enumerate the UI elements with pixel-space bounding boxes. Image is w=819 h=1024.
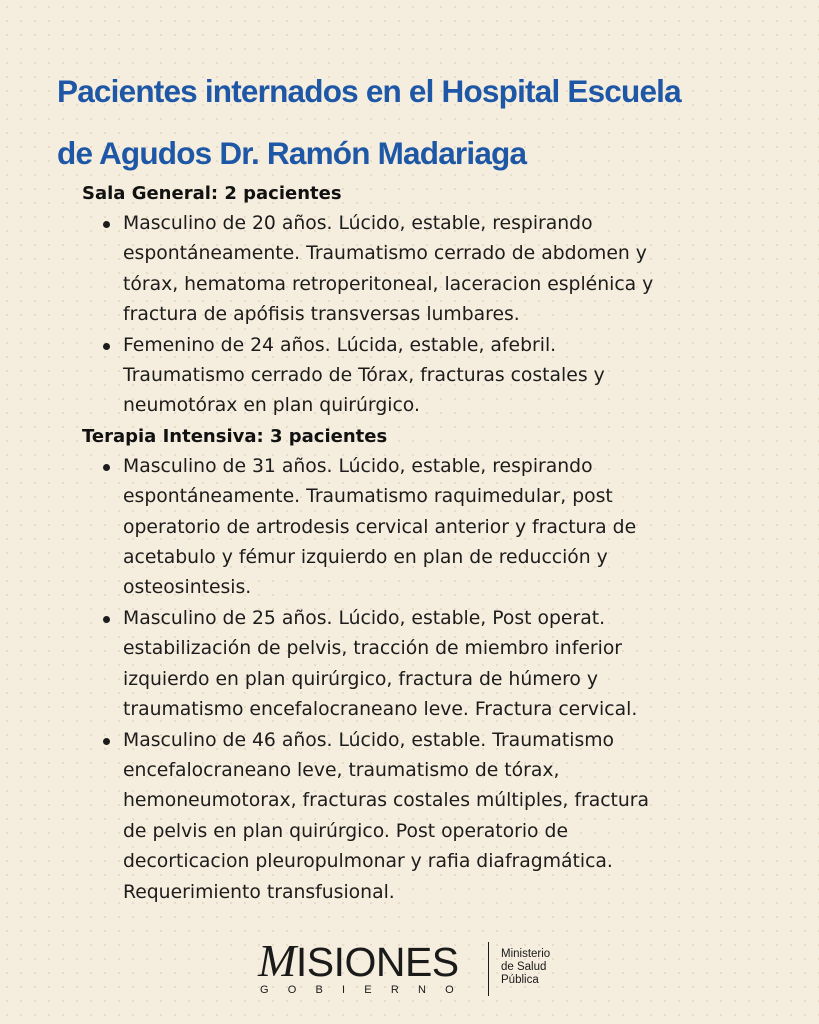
- text-line: de pelvis en plan quirúrgico. Post operatorio de: [123, 820, 568, 842]
- logo-initial: M: [258, 935, 296, 986]
- logo-divider: [488, 942, 489, 996]
- page-title-line-2: de Agudos Dr. Ramón Madariaga: [57, 135, 527, 171]
- section-heading-terapia-intensiva: Terapia Intensiva: 3 pacientes: [82, 425, 388, 447]
- text-line: fractura de apófisis transversas lumbares.: [123, 304, 520, 326]
- logo-wordmark: ISIONES: [295, 939, 459, 985]
- list-item: [82, 726, 782, 908]
- text-line: encefalocraneano leve, traumatismo de tórax,: [123, 759, 560, 781]
- patient-report: [82, 179, 782, 908]
- text-line: hemoneumotorax, fracturas costales múltiples, fractura: [123, 790, 650, 812]
- patient-list-terapia-intensiva: [82, 452, 782, 908]
- misiones-logo: [258, 935, 459, 986]
- list-item: [82, 331, 782, 422]
- text-line: Masculino de 31 años. Lúcido, estable, respirando: [123, 455, 593, 477]
- text-line: Masculino de 25 años. Lúcido, estable, Post operat.: [123, 607, 606, 629]
- text-line: Masculino de 20 años. Lúcido, estable, respirando: [123, 213, 593, 234]
- ministry-line-3: Pública: [501, 974, 539, 986]
- text-line: decorticacion pleuropulmonar y rafia diafragmática.: [123, 851, 613, 873]
- list-item: [82, 452, 782, 604]
- text-line: neumotórax en plan quirúrgico.: [123, 395, 420, 417]
- list-item: [82, 209, 782, 331]
- text-line: izquierdo en plan quirúrgico, fractura de húmero y: [123, 668, 598, 690]
- section-heading-sala-general: Sala General: 2 pacientes: [82, 183, 342, 204]
- list-item: [82, 604, 782, 726]
- text-line: Femenino de 24 años. Lúcida, estable, afebril.: [123, 334, 557, 356]
- text-line: espontáneamente. Traumatismo raquimedular, post: [123, 486, 613, 508]
- page-title: [57, 60, 797, 184]
- text-line: estabilización de pelvis, tracción de miembro inferior: [123, 638, 623, 660]
- text-line: Masculino de 46 años. Lúcido, estable. Traumatismo: [123, 729, 615, 751]
- text-line: Requerimiento transfusional.: [123, 881, 395, 903]
- footer-logo: [258, 935, 578, 1000]
- text-line: osteosintesis.: [123, 577, 252, 599]
- ministry-line-2: de Salud: [501, 961, 547, 973]
- text-line: Traumatismo cerrado de Tórax, fracturas costales y: [123, 365, 605, 387]
- ministry-label: [501, 948, 550, 987]
- page-title-line-1: Pacientes internados en el Hospital Escuela: [57, 73, 681, 109]
- text-line: operatorio de artrodesis cervical anterior y fractura de: [123, 516, 637, 538]
- logo-subtitle: GOBIERNO: [260, 984, 473, 996]
- text-line: acetabulo y fémur izquierdo en plan de reducción y: [123, 547, 608, 569]
- text-line: espontáneamente. Traumatismo cerrado de abdomen y: [123, 243, 647, 265]
- text-line: traumatismo encefalocraneano leve. Fractura cervical.: [123, 699, 638, 721]
- ministry-line-1: Ministerio: [501, 948, 551, 960]
- patient-list-sala-general: [82, 209, 782, 422]
- text-line: tórax, hematoma retroperitoneal, laceracion esplénica y: [123, 273, 654, 295]
